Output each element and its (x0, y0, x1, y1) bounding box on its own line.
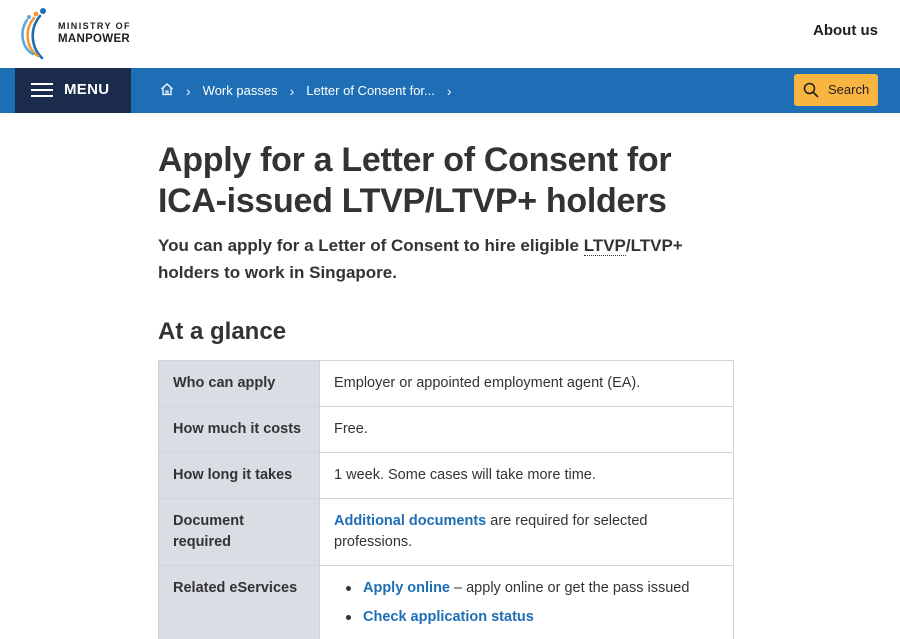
breadcrumb-letter-of-consent[interactable]: Letter of Consent for... (306, 83, 435, 98)
home-icon (160, 82, 174, 96)
row-label: Related eServices (159, 566, 320, 639)
search-label: Search (828, 82, 870, 97)
table-row (159, 453, 734, 499)
logo-emblem-icon (14, 6, 54, 62)
row-value: Free. (320, 407, 734, 453)
ltvp-abbreviation[interactable]: LTVP (583, 236, 626, 255)
apply-online-link[interactable]: Apply online (363, 580, 450, 596)
page-title: Apply for a Letter of Consent for ICA-issued LTVP/LTVP+ holders (158, 141, 672, 220)
at-a-glance-table (158, 360, 734, 639)
chevron-right-icon: › (186, 82, 191, 99)
table-row (159, 407, 734, 453)
table-row (159, 361, 734, 407)
search-button[interactable] (794, 74, 878, 106)
check-application-status-link[interactable]: Check application status (363, 609, 534, 625)
search-icon (803, 82, 819, 98)
row-value (320, 499, 734, 566)
chevron-right-icon: › (446, 82, 452, 99)
row-label: How much it costs (159, 407, 320, 453)
page-lead (158, 232, 738, 286)
at-a-glance-heading: At a glance (158, 318, 287, 345)
row-value-text: are required for selected professions. (334, 513, 648, 550)
lead-text-end: /LTVP+ holders to work in Singapore. (158, 236, 683, 282)
lead-text-start: You can apply for a Letter of Consent to hire eligible (158, 236, 584, 255)
breadcrumb-work-passes[interactable]: Work passes (202, 83, 278, 98)
breadcrumb-home[interactable] (160, 82, 174, 99)
row-value (320, 566, 734, 639)
about-us-link[interactable]: About us (813, 22, 878, 39)
row-value: Employer or appointed employment agent (EA). (320, 361, 734, 407)
navigation-bar (0, 68, 900, 113)
mom-logo[interactable] (14, 6, 134, 62)
eservices-list (334, 578, 719, 628)
menu-button[interactable] (15, 68, 131, 113)
logo-wordmark (58, 20, 131, 46)
additional-documents-link[interactable]: Additional documents (334, 513, 487, 529)
breadcrumb (160, 68, 464, 113)
row-label: How long it takes (159, 453, 320, 499)
list-item (334, 578, 719, 599)
row-value: 1 week. Some cases will take more time. (320, 453, 734, 499)
logo-line-1: MINISTRY OF (58, 21, 131, 31)
main-content (158, 140, 738, 286)
row-label (159, 499, 320, 566)
list-item (334, 607, 719, 628)
list-item-text: – apply online or get the pass issued (450, 580, 690, 596)
site-header (0, 0, 900, 68)
hamburger-icon (31, 83, 53, 97)
row-label: Who can apply (159, 361, 320, 407)
table-row (159, 499, 734, 566)
chevron-right-icon: › (289, 82, 295, 99)
table-row (159, 566, 734, 639)
row-label-text: Document required (173, 513, 244, 550)
logo-line-2: MANPOWER (58, 33, 131, 45)
menu-label: MENU (64, 81, 110, 98)
